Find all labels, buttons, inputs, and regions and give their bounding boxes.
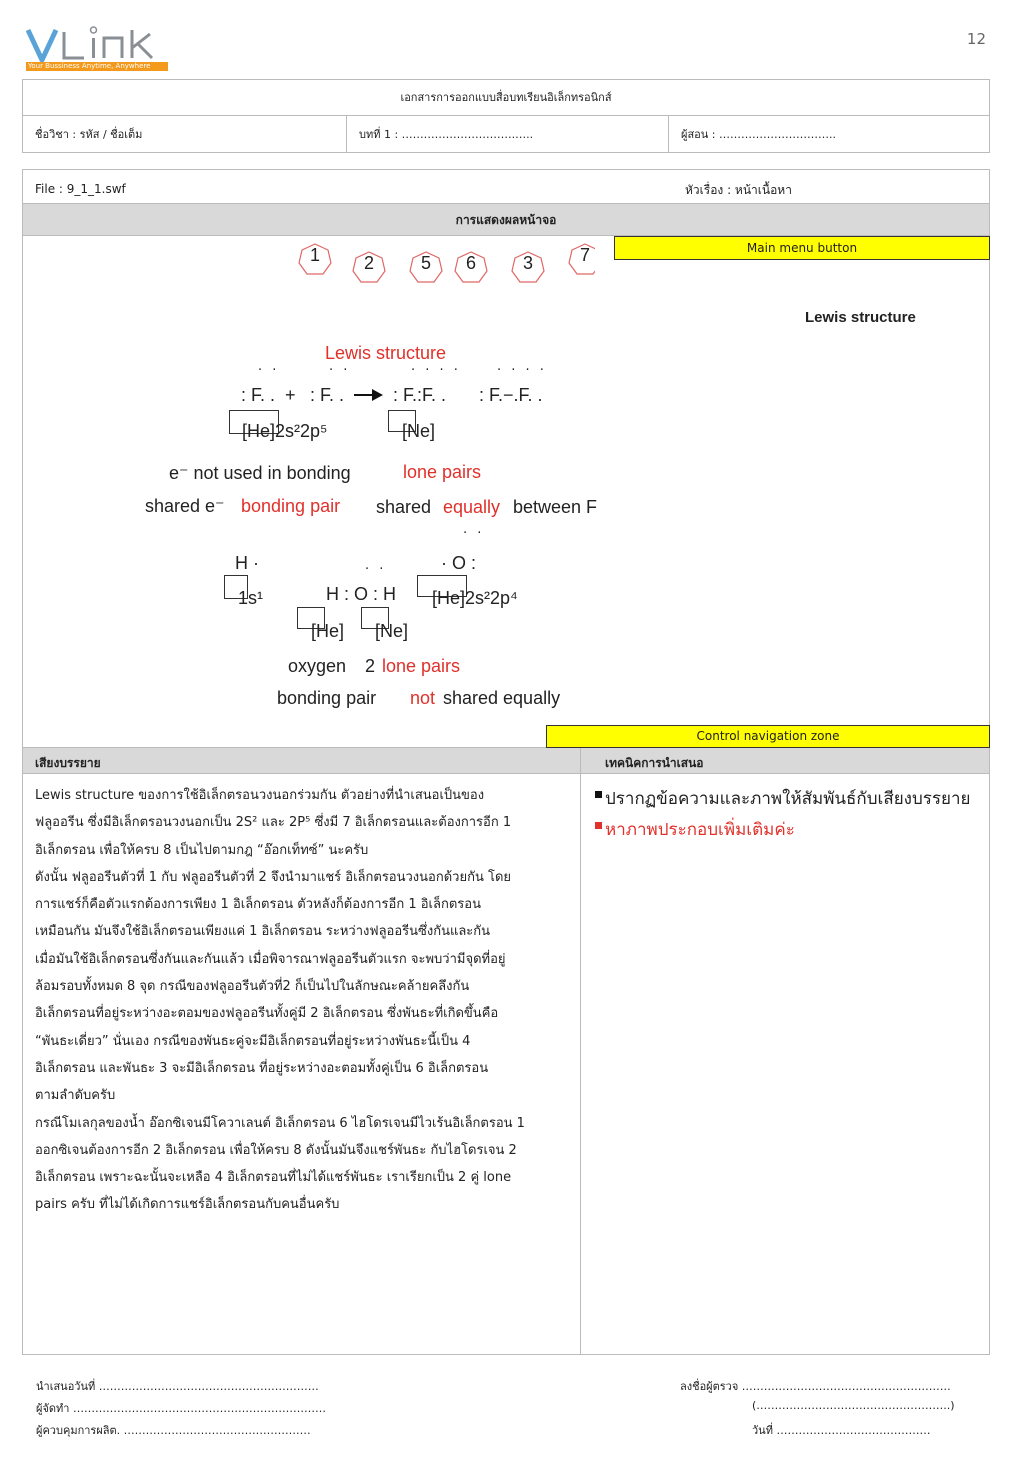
- narration-text: [35, 782, 573, 1219]
- narration-line: pairs ครับ ที่ไม่ได้เกิดการแชร์อิเล็กตรอนกับคนอื่นครับ: [35, 1197, 340, 1213]
- shared-equally-text: shared equally: [443, 688, 561, 708]
- hydrogen-dot: H ·: [235, 553, 259, 573]
- bullet-square-icon: [595, 791, 602, 798]
- narration-line: เหมือนกัน มันจึงใช้อิเล็กตรอนเพียงแค่ 1 อิเล็กตรอน ระหว่างฟลูออรีนซึ่งกันและกัน: [35, 924, 491, 940]
- heptagon-label-5: 5: [421, 253, 432, 273]
- dots-p1: · · · ·: [411, 363, 461, 378]
- dots-p2: · · · ·: [497, 363, 547, 378]
- document-title: เอกสารการออกแบบสื่อบทเรียนอิเล็กทรอนิกส์: [23, 80, 989, 116]
- o-electron-config: [He]2s²2p⁴: [432, 588, 518, 608]
- teacher-field: ผู้สอน : …………………………..: [681, 128, 836, 141]
- dots-f2: · ·: [329, 363, 351, 378]
- side-title: Lewis structure: [805, 309, 916, 326]
- oxygen-text: oxygen: [288, 656, 347, 676]
- narration-line: ดังนั้น ฟลูออรีนตัวที่ 1 กับ ฟลูออรีนตัวที่ 2 จึงนำมาแชร์ อิเล็กตรอนวงนอกด้วยกัน โดย: [35, 869, 512, 885]
- column-divider: [580, 748, 581, 1355]
- narration-line: “พันธะเดี่ยว” นั่นเอง กรณีของพันธะคู่จะมีอิเล็กตรอนที่อยู่ระหว่างพันธะนี้เป็น 4: [35, 1033, 471, 1049]
- main-menu-zone[interactable]: Main menu button: [614, 236, 990, 260]
- plus-sign: +: [285, 385, 296, 405]
- bullet-square-icon: [595, 822, 602, 829]
- shared-e-text: shared e⁻: [145, 496, 225, 516]
- technique-header: เทคนิคการนำเสนอ: [605, 756, 704, 770]
- heptagon-label-6: 6: [466, 253, 477, 273]
- dots-h2o-top: · ·: [365, 562, 387, 577]
- narration-header: เสียงบรรยาย: [35, 756, 101, 770]
- technique-list: [595, 784, 970, 846]
- f2-product-dots: : F.:F. .: [393, 385, 447, 405]
- heptagon-label-7: 7: [580, 245, 591, 265]
- footer-supervisor: ผู้ควบคุมการผลิต. ……………………………………………: [36, 1424, 311, 1437]
- shared-text: shared: [376, 497, 432, 517]
- lone-pairs-label: lone pairs: [403, 462, 482, 482]
- equally-text: equally: [443, 497, 501, 517]
- lesson-field: บทที่ 1 : ………………………….…..: [347, 116, 669, 153]
- lone-pairs-label-2: lone pairs: [382, 656, 461, 676]
- narration-line: ล้อมรอบทั้งหมด 8 จุด กรณีของฟลูออรีนตัวที่2 ก็เป็นไปในลักษณะคล้ายคลึงกัน: [35, 979, 470, 995]
- narration-line: ฟลูออรีน ซึ่งมีอิเล็กตรอนวงนอกเป็น 2S² และ 2P⁵ ซึ่งมี 7 อิเล็กตรอนและต้องการอีก 1: [35, 815, 512, 831]
- footer-producer: ผู้จัดทำ ……………………………………………………………: [36, 1402, 326, 1415]
- not-used-text: e⁻ not used in bonding: [169, 463, 351, 483]
- storyboard-frame: [22, 169, 990, 1355]
- dots-f1: · ·: [258, 363, 280, 378]
- narration-line: การแชร์ก็คือตัวแรกต้องการเพียง 1 อิเล็กตรอน ตัวหลังก็ต้องการอีก 1 อิเล็กตรอน: [35, 897, 481, 913]
- oxygen-dot: · O :: [441, 553, 476, 573]
- footer-checker: ลงชื่อผู้ตรวจ …………………………………………………: [680, 1380, 951, 1393]
- fluorine-1: : F. .: [241, 385, 276, 405]
- file-name: File : 9_1_1.swf: [35, 182, 126, 196]
- between-f-text: between F: [513, 497, 598, 517]
- footer-presented-date: นำเสนอวันที่ ……………………………………………………: [36, 1380, 319, 1393]
- footer-date: วันที่ ……………………………………: [752, 1424, 931, 1437]
- topic-label: หัวเรื่อง : หน้าเนื้อหา: [685, 183, 792, 197]
- file-row: [23, 170, 989, 204]
- f-electron-config: [He]2s²2p⁵: [242, 421, 328, 441]
- subject-field: ชื่อวิชา : รหัส / ชื่อเต็ม: [23, 116, 347, 153]
- heptagon-label-1: 1: [310, 245, 321, 265]
- h-electron-config: 1s¹: [238, 588, 264, 608]
- document-info-table: [22, 79, 990, 153]
- narration-line: ออกซิเจนต้องการอีก 2 อิเล็กตรอน เพื่อให้ครบ 8 ดังนั้นมันจึงแชร์พันธะ กับไฮโดรเจน 2: [35, 1142, 517, 1158]
- narration-line: ตามลำดับครับ: [35, 1088, 116, 1104]
- narration-line: อิเล็กตรอน เพื่อให้ครบ 8 เป็นไปตามกฎ “อ๊อกเท็ทซ์” นะครับ: [35, 842, 369, 858]
- heptagon-label-2: 2: [364, 253, 375, 273]
- narration-line: อิเล็กตรอนที่อยู่ระหว่างอะตอมของฟลูออรีนทั้งคู่มี 2 อิเล็กตรอน ซึ่งพันธะที่เกิดขึ้นคือ: [35, 1006, 499, 1022]
- narration-line: Lewis structure ของการใช้อิเล็กตรอนวงนอกร่วมกัน ตัวอย่างที่นำเสนอเป็นของ: [35, 788, 485, 803]
- not-text: not: [410, 688, 436, 708]
- two-text: 2: [365, 656, 376, 676]
- f2-product-bond: : F.−.F. .: [479, 385, 543, 405]
- he-label: [He]: [311, 621, 345, 641]
- dots-o-top: · ·: [463, 526, 485, 541]
- narration-line: อิเล็กตรอน และพันธะ 3 จะมีอิเล็กตรอน ที่อยู่ระหว่างอะตอมทั้งคู่เป็น 6 อิเล็กตรอน: [35, 1060, 489, 1076]
- ne-label: [Ne]: [375, 621, 409, 641]
- narration-line: เมื่อมันใช้อิเล็กตรอนซึ่งกันและกันแล้ว เมื่อพิจารณาฟลูออรีนตัวแรก จะพบว่ามีจุดที่อยู่: [35, 951, 506, 967]
- narration-line: อิเล็กตรอน เพราะฉะนั้นจะเหลือ 4 อิเล็กตรอนที่ไม่ได้แชร์พันธะ เราเรียกเป็น 2 คู่ lone: [35, 1170, 512, 1186]
- bonding-pair-label: bonding pair: [241, 496, 341, 516]
- screen-display-area: [23, 236, 989, 748]
- screen-display-header: การแสดงผลหน้าจอ: [23, 204, 989, 236]
- lewis-title: Lewis structure: [325, 343, 447, 363]
- water-lewis: H : O : H: [326, 584, 397, 604]
- narration-header-row: [23, 748, 989, 774]
- ne-config: [Ne]: [402, 421, 436, 441]
- technique-item: ปรากฏข้อความและภาพให้สัมพันธ์กับเสียงบรรยาย: [595, 784, 970, 815]
- footer-checker-name: (……………………………………………..): [752, 1399, 955, 1412]
- heptagon-markers: [295, 240, 595, 288]
- narration-line: กรณีโมเลกุลของน้ำ อ๊อกซิเจนมีโควาเลนต์ อิเล็กตรอน 6 ไฮโดรเจนมีไวเร้นอิเล็กตรอน 1: [35, 1115, 525, 1131]
- heptagon-label-3: 3: [523, 253, 534, 273]
- page-number: 12: [966, 30, 986, 48]
- reaction-arrow-icon: [354, 387, 384, 403]
- logo-tagline: Your Bussiness Anytime, Anywhere: [28, 62, 151, 70]
- bonding-pair-text: bonding pair: [277, 688, 377, 708]
- technique-item: หาภาพประกอบเพิ่มเติมค่ะ: [595, 815, 970, 846]
- control-navigation-zone[interactable]: Control navigation zone: [546, 725, 990, 748]
- fluorine-2: : F. .: [310, 385, 345, 405]
